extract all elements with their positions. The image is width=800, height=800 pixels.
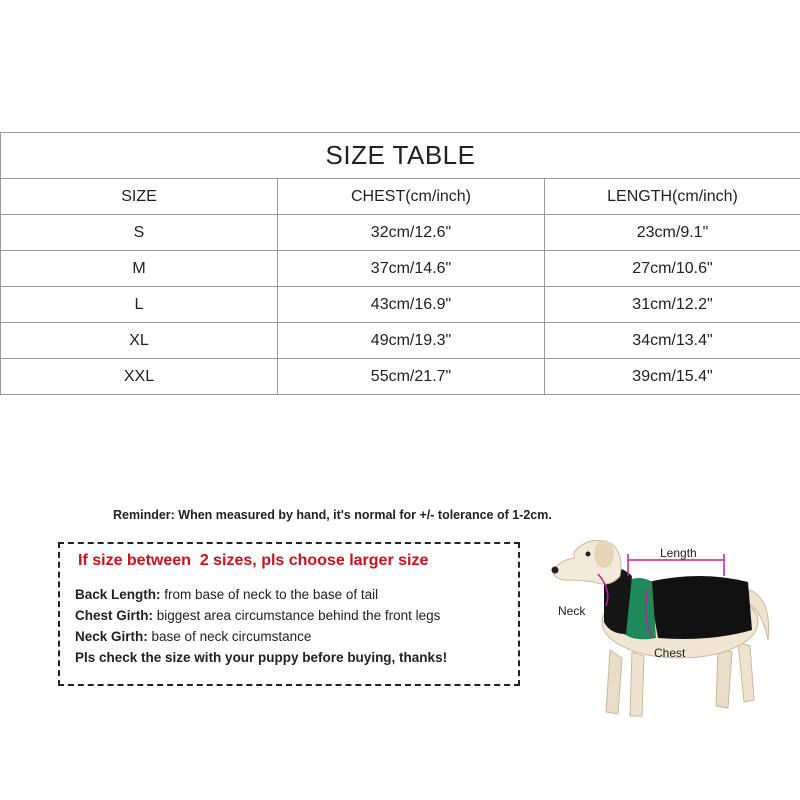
chest-cell: 32cm/12.6" (278, 215, 545, 251)
size-cell: XXL (1, 359, 278, 395)
back-length-text: from base of neck to the base of tail (160, 587, 379, 602)
neck-girth-label: Neck Girth: (75, 629, 148, 644)
chest-girth-label: Chest Girth: (75, 608, 154, 623)
final-line (75, 647, 447, 668)
chest-label: Chest (654, 646, 686, 660)
chest-cell: 43cm/16.9" (278, 287, 545, 323)
back-length-line (75, 584, 447, 605)
length-cell: 31cm/12.2" (545, 287, 800, 323)
dog-illustration (540, 530, 800, 730)
neck-girth-text: base of neck circumstance (147, 629, 312, 644)
dog-measurement-diagram (540, 530, 800, 730)
chest-cell: 37cm/14.6" (278, 251, 545, 287)
size-cell: M (1, 251, 278, 287)
neck-label: Neck (558, 604, 586, 618)
length-label: Length (660, 546, 697, 560)
size-cell: S (1, 215, 278, 251)
length-cell: 39cm/15.4" (545, 359, 800, 395)
header-size: SIZE (1, 179, 278, 215)
length-cell: 23cm/9.1" (545, 215, 800, 251)
header-length: LENGTH(cm/inch) (545, 179, 800, 215)
length-cell: 27cm/10.6" (545, 251, 800, 287)
table-row (1, 287, 800, 323)
size-table (0, 132, 800, 395)
back-length-label: Back Length: (75, 587, 161, 602)
chest-girth-text: biggest area circumstance behind the front legs (153, 608, 441, 623)
note-lines (75, 584, 447, 668)
chest-cell: 49cm/19.3" (278, 323, 545, 359)
size-note-box (58, 542, 520, 686)
length-cell: 34cm/13.4" (545, 323, 800, 359)
size-table-header-row (1, 179, 800, 215)
table-row (1, 215, 800, 251)
size-table-title: SIZE TABLE (1, 133, 800, 179)
table-row (1, 359, 800, 395)
table-row (1, 251, 800, 287)
chest-girth-line (75, 605, 447, 626)
header-chest: CHEST(cm/inch) (278, 179, 545, 215)
table-row (1, 323, 800, 359)
note-title: If size between 2 sizes, pls choose larger size (78, 552, 429, 569)
size-cell: L (1, 287, 278, 323)
reminder-text: Reminder: When measured by hand, it's normal for +/- tolerance of 1-2cm. (113, 508, 552, 522)
size-cell: XL (1, 323, 278, 359)
chest-cell: 55cm/21.7" (278, 359, 545, 395)
final-line-text: Pls check the size with your puppy before buying, thanks! (75, 650, 448, 665)
neck-girth-line (75, 626, 447, 647)
